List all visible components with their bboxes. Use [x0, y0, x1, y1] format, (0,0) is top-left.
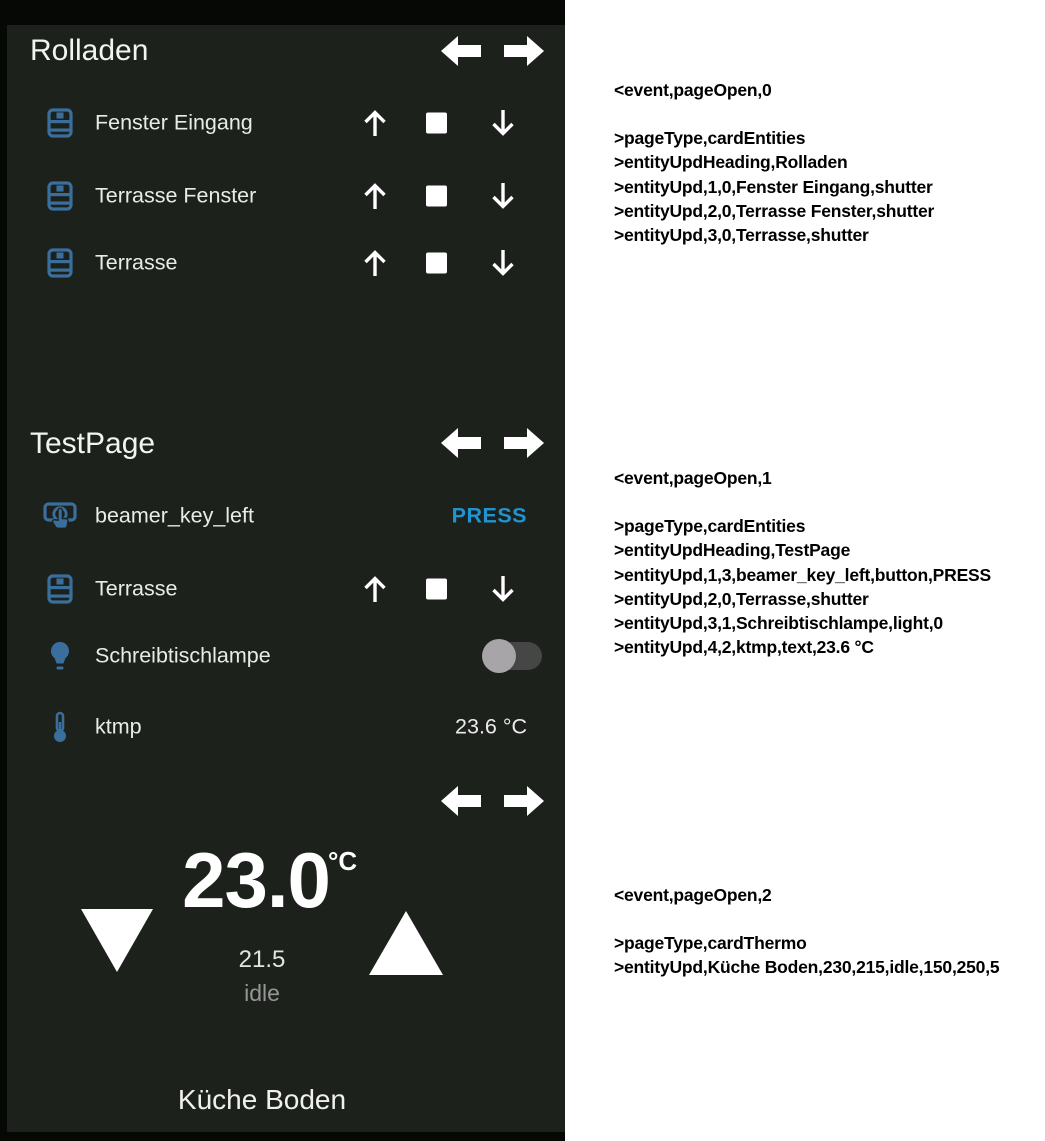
entity-label: Terrasse Fenster	[95, 183, 257, 208]
arrow-left-icon	[441, 785, 481, 817]
shutter-down-button[interactable]	[488, 573, 518, 605]
entity-row	[0, 96, 565, 150]
arrow-right-icon	[504, 35, 544, 67]
shutter-stop-button[interactable]	[426, 113, 447, 134]
entity-label: ktmp	[95, 714, 142, 739]
log-line: >pageType,cardEntities	[614, 128, 806, 149]
shutter-stop-button[interactable]	[426, 186, 447, 207]
log-event-line: <event,pageOpen,2	[614, 885, 772, 905]
log-line: >entityUpd,3,1,Schreibtischlampe,light,0	[614, 613, 943, 634]
arrow-up-icon	[360, 180, 390, 212]
arrow-left-icon	[441, 427, 481, 459]
entity-label: Terrasse	[95, 576, 178, 601]
page-next-button[interactable]	[504, 35, 544, 67]
gesture-tap-button-icon	[42, 501, 78, 531]
log-line: >entityUpdHeading,TestPage	[614, 540, 851, 561]
page-heading: Rolladen	[30, 34, 149, 67]
shutter-stop-button[interactable]	[426, 579, 447, 600]
log-line: >entityUpdHeading,Rolladen	[614, 152, 848, 173]
log-line: >entityUpd,1,0,Fenster Eingang,shutter	[614, 176, 933, 197]
target-temperature: 21.5	[238, 946, 286, 973]
screen-bottom-border	[0, 1132, 565, 1141]
arrow-up-icon	[360, 247, 390, 279]
screen-top-border	[0, 0, 565, 25]
temperature-unit: °C	[328, 846, 358, 876]
log-block	[614, 78, 1042, 247]
log-line: >pageType,cardThermo	[614, 933, 807, 954]
log-line: >entityUpd,1,3,beamer_key_left,button,PRESS	[614, 564, 991, 585]
entity-label: Fenster Eingang	[95, 110, 253, 135]
temp-decrease-button[interactable]	[80, 908, 154, 979]
log-line: >entityUpd,3,0,Terrasse,shutter	[614, 225, 869, 246]
lightbulb-icon	[42, 640, 78, 672]
log-event-line: <event,pageOpen,0	[614, 80, 772, 100]
temp-increase-button[interactable]	[368, 910, 444, 981]
page-prev-button[interactable]	[441, 35, 481, 67]
shutter-down-button[interactable]	[488, 107, 518, 139]
log-line: >entityUpd,4,2,ktmp,text,23.6 °C	[614, 637, 874, 658]
arrow-down-icon	[488, 107, 518, 139]
shutter-up-button[interactable]	[360, 247, 390, 279]
entity-row	[0, 629, 565, 683]
press-button[interactable]: PRESS	[451, 503, 527, 528]
log-line: >pageType,cardEntities	[614, 516, 806, 537]
current-temperature: 23.0	[182, 836, 330, 924]
entity-row	[0, 562, 565, 616]
entity-row	[0, 489, 565, 543]
arrow-up-icon	[360, 573, 390, 605]
shutter-stop-button[interactable]	[426, 253, 447, 274]
text-value: 23.6 °C	[455, 714, 527, 739]
shutter-down-button[interactable]	[488, 247, 518, 279]
window-shutter-icon	[42, 574, 78, 604]
shutter-down-button[interactable]	[488, 180, 518, 212]
page-heading: TestPage	[30, 427, 156, 460]
shutter-up-button[interactable]	[360, 573, 390, 605]
arrow-down-icon	[488, 573, 518, 605]
triangle-up-icon	[368, 910, 444, 976]
entity-label: Schreibtischlampe	[95, 643, 271, 668]
log-block	[614, 466, 1042, 659]
light-toggle[interactable]	[484, 642, 542, 670]
screen-left-border	[0, 0, 7, 1141]
log-line: >entityUpd,2,0,Terrasse Fenster,shutter	[614, 200, 935, 221]
entity-label: beamer_key_left	[95, 503, 254, 528]
entity-row	[0, 169, 565, 223]
thermostat-title: Küche Boden	[177, 1084, 347, 1115]
window-shutter-icon	[42, 248, 78, 278]
page-next-button[interactable]	[504, 427, 544, 459]
window-shutter-icon	[42, 108, 78, 138]
page-next-button[interactable]	[504, 785, 544, 817]
entity-row	[0, 236, 565, 290]
toggle-knob	[482, 639, 516, 673]
log-block	[614, 883, 1042, 980]
entity-label: Terrasse	[95, 250, 178, 275]
log-event-line: <event,pageOpen,1	[614, 468, 772, 488]
hvac-state: idle	[244, 980, 280, 1006]
page-prev-button[interactable]	[441, 785, 481, 817]
arrow-up-icon	[360, 107, 390, 139]
arrow-left-icon	[441, 35, 481, 67]
window-shutter-icon	[42, 181, 78, 211]
arrow-right-icon	[504, 427, 544, 459]
arrow-down-icon	[488, 180, 518, 212]
triangle-down-icon	[80, 908, 154, 974]
log-line: >entityUpd,Küche Boden,230,215,idle,150,250,5	[614, 957, 1000, 978]
log-line: >entityUpd,2,0,Terrasse,shutter	[614, 588, 869, 609]
entity-row	[0, 700, 565, 754]
shutter-up-button[interactable]	[360, 180, 390, 212]
thermometer-icon	[42, 711, 78, 743]
shutter-up-button[interactable]	[360, 107, 390, 139]
arrow-right-icon	[504, 785, 544, 817]
arrow-down-icon	[488, 247, 518, 279]
page-prev-button[interactable]	[441, 427, 481, 459]
